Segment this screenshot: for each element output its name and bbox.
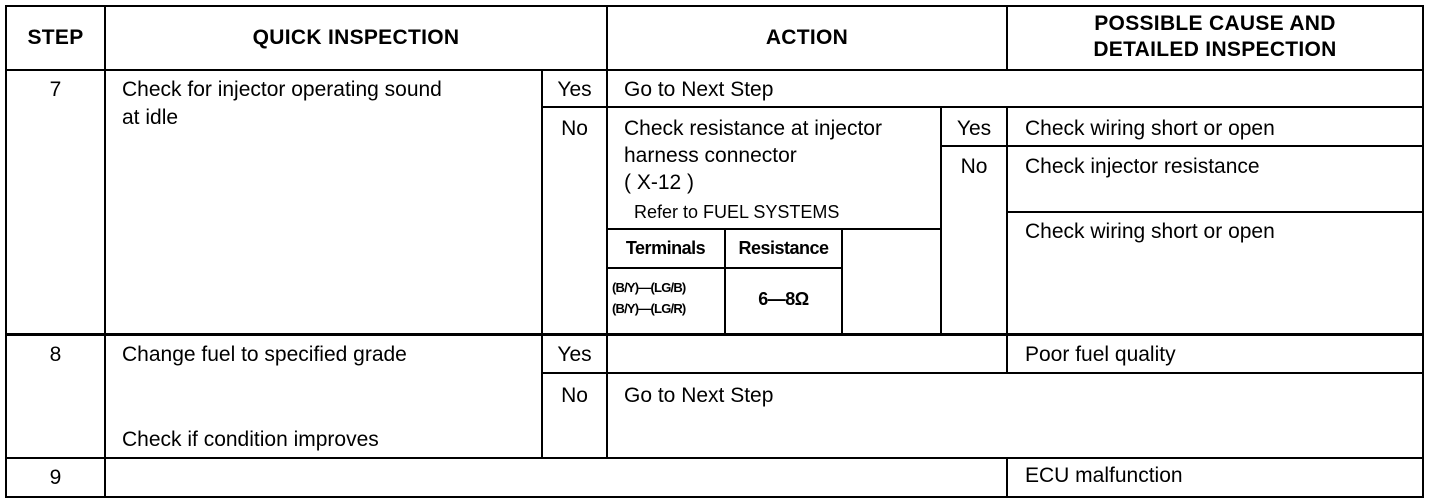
- divider: [1006, 107, 1008, 334]
- divider: [606, 70, 608, 334]
- step-7-no: No: [561, 117, 588, 140]
- step-7-sub-no-cause1: Check injector resistance: [1025, 155, 1260, 178]
- step-7-no-action-line3: ( X-12 ): [624, 171, 695, 194]
- header-action: ACTION: [765, 26, 849, 49]
- step-9-cause: ECU malfunction: [1025, 464, 1183, 487]
- header-quick-inspection: QUICK INSPECTION: [252, 26, 460, 49]
- divider: [606, 335, 608, 458]
- step-7-sub-yes: Yes: [956, 117, 992, 140]
- step-8-inspection-line2: Check if condition improves: [122, 428, 379, 451]
- divider: [541, 372, 1424, 374]
- terminal-2: (B/Y)—(LG/R): [612, 301, 686, 316]
- step-7-yes-action: Go to Next Step: [624, 78, 774, 101]
- row-divider: [5, 333, 1424, 336]
- table-border-top: [5, 5, 1424, 7]
- divider: [1006, 335, 1008, 373]
- divider: [607, 228, 941, 230]
- step-7-inspection-line1: Check for injector operating sound: [122, 78, 442, 101]
- divider: [104, 5, 106, 498]
- divider: [1006, 211, 1424, 213]
- divider: [541, 106, 1424, 108]
- terminal-1: (B/Y)—(LG/B): [612, 280, 686, 295]
- step-8-no-action: Go to Next Step: [624, 384, 774, 407]
- terminals-header: Terminals: [625, 238, 706, 258]
- step-7-no-action-ref: Refer to FUEL SYSTEMS: [634, 202, 840, 222]
- row-divider: [5, 457, 1424, 459]
- step-7-no-action-line2: harness connector: [624, 144, 797, 167]
- table-border-right: [1422, 5, 1424, 498]
- header-step: STEP: [27, 26, 84, 49]
- divider: [940, 145, 1424, 147]
- step-8-yes-cause: Poor fuel quality: [1025, 343, 1176, 366]
- step-8-number: 8: [49, 343, 62, 366]
- step-8-yes: Yes: [557, 343, 592, 366]
- step-7-sub-no-cause2: Check wiring short or open: [1025, 220, 1275, 243]
- table-border-bottom: [5, 496, 1424, 498]
- resistance-value: 6—8Ω: [758, 289, 809, 309]
- step-7-sub-no: No: [960, 155, 988, 178]
- step-8-inspection-line1: Change fuel to specified grade: [122, 343, 407, 366]
- step-7-yes: Yes: [557, 78, 592, 101]
- step-7-sub-yes-cause: Check wiring short or open: [1025, 117, 1275, 140]
- step-7-number: 7: [49, 78, 62, 101]
- header-cause-line1: POSSIBLE CAUSE AND: [1094, 12, 1336, 35]
- resistance-header: Resistance: [738, 238, 829, 258]
- divider: [541, 70, 543, 334]
- step-7-inspection-line2: at idle: [122, 106, 179, 129]
- step-9-number: 9: [49, 466, 62, 489]
- divider: [841, 228, 843, 334]
- header-cause-line2: DETAILED INSPECTION: [1093, 38, 1337, 61]
- step-8-no: No: [561, 384, 588, 407]
- step-7-no-action-line1: Check resistance at injector: [624, 117, 882, 140]
- divider: [1006, 458, 1008, 498]
- header-divider: [5, 69, 1424, 71]
